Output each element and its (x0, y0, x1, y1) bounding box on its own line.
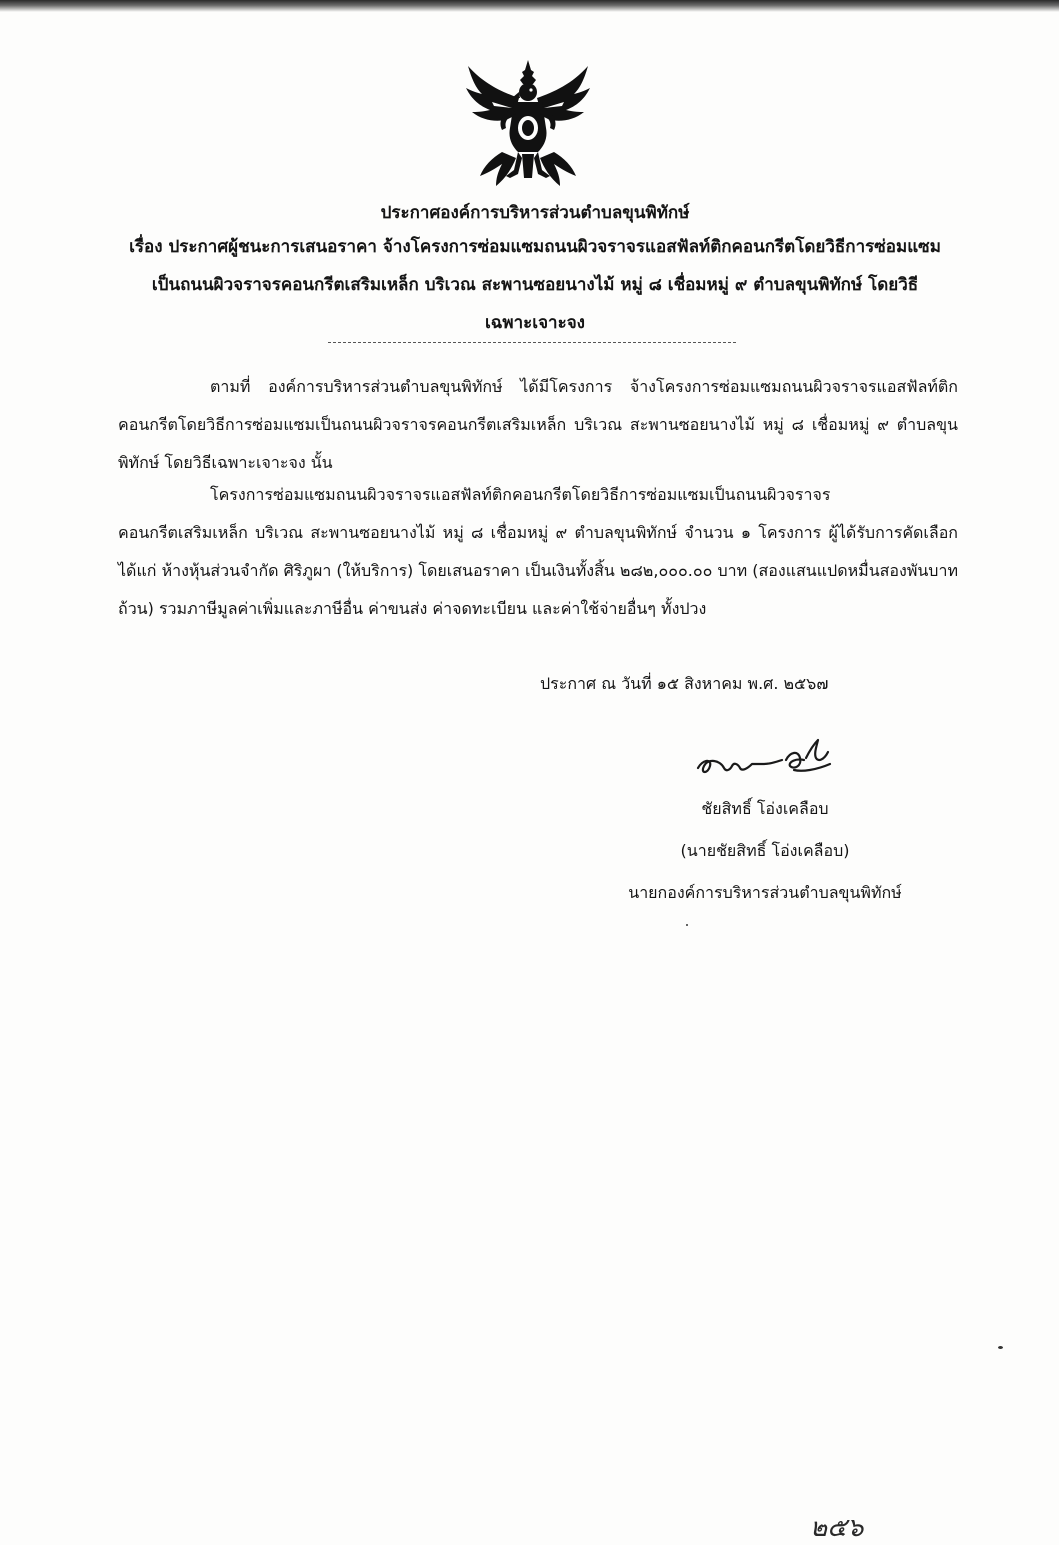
scan-top-edge (0, 0, 1059, 12)
paragraph-1-text: ตามที่ องค์การบริหารส่วนตำบลขุนพิทักษ์ ได้มีโครงการ จ้างโครงการซ่อมแซมถนนผิวจราจรแอสฟัลท์ติกคอนกรีตโดยวิธีการซ่อมแซมเป็นถนนผิวจราจรคอนกรีตเสริมเหล็ก บริเวณ สะพานซอยนางไม้ หมู่ ๘ เชื่อมหมู่ ๙ ตำบลขุนพิทักษ์ โดยวิธีเฉพาะเจาะจง นั้น (118, 377, 958, 472)
paragraph-2-text: โครงการซ่อมแซมถนนผิวจราจรแอสฟัลท์ติกคอนกรีตโดยวิธีการซ่อมแซมเป็นถนนผิวจราจรคอนกรีตเสริมเหล็ก บริเวณ สะพานซอยนางไม้ หมู่ ๘ เชื่อมหมู่ ๙ ตำบลขุนพิทักษ์ จำนวน ๑ โครงการ ผู้ได้รับการคัดเลือก ได้แก่ ห้างหุ้นส่วนจำกัด ศิริภูผา (ให้บริการ) โดยเสนอราคา เป็นเงินทั้งสิ้น ๒๘๒,๐๐๐.๐๐ บาท (สองแสนแปดหมื่นสองพันบาทถ้วน) รวมภาษีมูลค่าเพิ่มและภาษีอื่น ค่าขนส่ง ค่าจดทะเบียน และค่าใช้จ่ายอื่นๆ ทั้งปวง (118, 485, 958, 618)
paragraph-1 (118, 368, 958, 482)
handwritten-page-number-text: ๒๕๖ (810, 1513, 864, 1542)
scan-speck (686, 924, 688, 926)
scan-speck (998, 1346, 1003, 1349)
dashed-divider (328, 342, 736, 343)
signatory-position: นายกองค์การบริหารส่วนตำบลขุนพิทักษ์ (628, 883, 902, 902)
paragraph-2 (118, 476, 958, 628)
signature-icon (690, 730, 850, 790)
garuda-emblem-icon (462, 58, 594, 190)
org-title: ประกาศองค์การบริหารส่วนตำบลขุนพิทักษ์ (380, 203, 690, 223)
document-header (110, 198, 960, 342)
announcement-date: ประกาศ ณ วันที่ ๑๕ สิงหาคม พ.ศ. ๒๕๖๗ (540, 674, 829, 693)
signatory-name: ชัยสิทธิ์ โอ่งเคลือบ (701, 799, 829, 818)
signature-block (600, 788, 930, 914)
signatory-full-name: (นายชัยสิทธิ์ โอ่งเคลือบ) (680, 841, 850, 860)
handwritten-page-number (806, 1510, 876, 1542)
subject-line-1: เรื่อง ประกาศผู้ชนะการเสนอราคา จ้างโครงการซ่อมแซมถนนผิวจราจรแอสฟัลท์ติกคอนกรีตโดยวิธีการซ่อมแซม (129, 237, 941, 257)
subject-line-2: เป็นถนนผิวจราจรคอนกรีตเสริมเหล็ก บริเวณ สะพานซอยนางไม้ หมู่ ๘ เชื่อมหมู่ ๙ ตำบลขุนพิทักษ์ โดยวิธี (151, 275, 919, 295)
subject-line-3: เฉพาะเจาะจง (485, 313, 585, 333)
